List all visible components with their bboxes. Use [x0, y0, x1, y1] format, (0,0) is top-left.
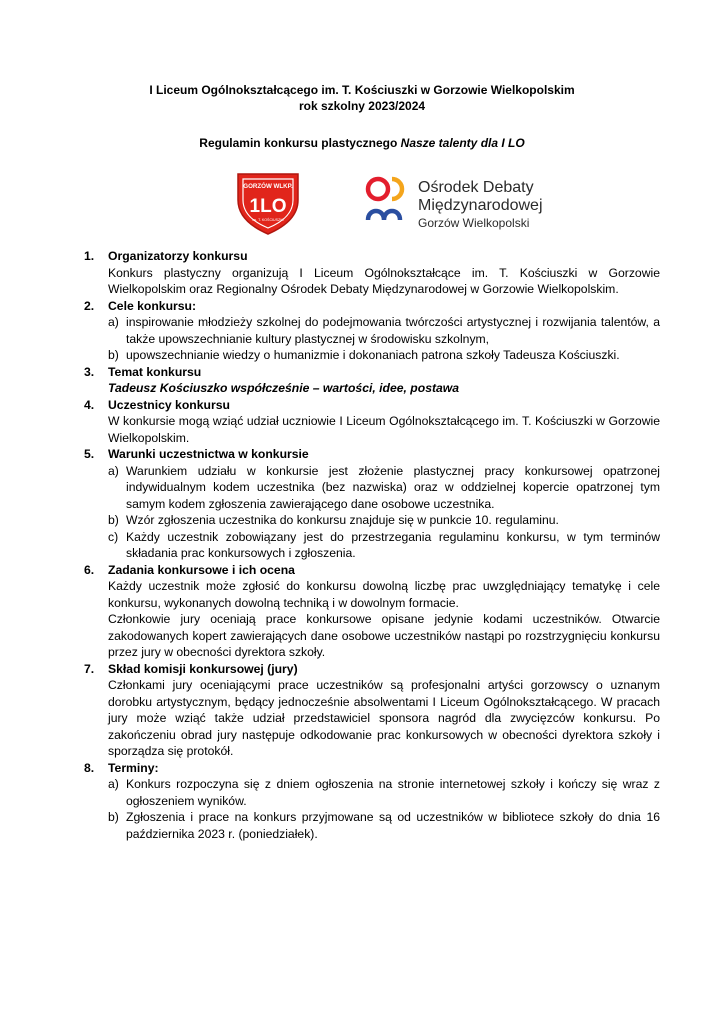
list-item-text: Zgłoszenia i prace na konkurs przyjmowane są od uczestników w bibliotece szkoły do dnia 16 października 2023 r. (poniedziałek).	[126, 810, 660, 841]
section-body: W konkursie mogą wziąć udział uczniowie I Liceum Ogólnokształcącego im. T. Kościuszki w Gorzowie Wielkopolskim.	[108, 414, 660, 445]
section-goals	[84, 298, 660, 364]
section-participants	[84, 397, 660, 447]
regulation-content	[84, 248, 660, 842]
section-organizers	[84, 248, 660, 298]
list-item-marker: a)	[108, 315, 119, 329]
section-number: 4.	[84, 397, 95, 412]
list-item-marker: c)	[108, 529, 119, 544]
shield-top-text: GORZÓW WLKP.	[243, 183, 293, 190]
section-deadlines	[84, 760, 660, 843]
list-item	[108, 529, 660, 562]
school-shield-logo	[232, 170, 304, 236]
contest-theme: Tadeusz Kościuszko współcześnie – wartości, idee, postawa	[108, 381, 460, 395]
odm-yellow-arc-icon	[392, 179, 402, 199]
list-item-text: Każdy uczestnik zobowiązany jest do przestrzegania regulaminu konkursu, w tym terminów składania prac konkursowych i zgłoszenia.	[126, 529, 660, 560]
section-tasks-evaluation	[84, 562, 660, 661]
shield-main-text: 1LO	[249, 196, 287, 217]
section-title: Zadania konkursowe i ich ocena	[108, 562, 295, 577]
logos-row	[0, 170, 724, 236]
section-title: Terminy:	[108, 760, 159, 775]
odm-city: Gorzów Wielkopolski	[418, 216, 530, 230]
list-item-marker: a)	[108, 777, 119, 791]
regulation-title-italic: Nasze talenty dla I LO	[400, 136, 525, 150]
section-title: Warunki uczestnictwa w konkursie	[108, 447, 309, 461]
section-conditions	[84, 446, 660, 562]
section-number: 6.	[84, 562, 95, 577]
list-item-marker: a)	[108, 463, 119, 478]
section-number: 7.	[84, 661, 95, 676]
section-number: 1.	[84, 249, 95, 263]
school-name-heading: I Liceum Ogólnokształcącego im. T. Kościuszki w Gorzowie Wielkopolskim	[149, 83, 575, 97]
list-item-marker: b)	[108, 348, 119, 362]
shield-bottom-text: im. T. KOŚCIUSZKI	[252, 218, 284, 222]
school-year-heading: rok szkolny 2023/2024	[298, 99, 426, 113]
odm-name-line1: Ośrodek Debaty	[418, 179, 534, 196]
list-item	[108, 463, 660, 513]
list-item-text: Konkurs rozpoczyna się z dniem ogłoszenia na stronie internetowej szkoły i kończy się wraz z ogłoszeniem wyników.	[126, 777, 660, 808]
odm-logo	[364, 174, 584, 230]
odm-blue-wave-icon	[368, 211, 400, 220]
list-item	[108, 809, 660, 842]
list-item	[108, 314, 660, 347]
section-number: 3.	[84, 364, 95, 379]
odm-name-line2: Międzynarodowej	[418, 197, 543, 214]
section-number: 5.	[84, 447, 95, 461]
list-item	[108, 776, 660, 809]
section-number: 2.	[84, 298, 95, 313]
section-body-continued: Członkowie jury oceniają prace konkursowe opisane jedynie kodami uczestników. Otwarcie zakodowanych kopert zawierających dane osobowe uczestników nastąpi po rozstrzygnięciu konkursu przez jury w obecności dyrektora szkoły.	[108, 612, 660, 659]
section-jury	[84, 661, 660, 760]
list-item-text: Wzór zgłoszenia uczestnika do konkursu znajduje się w punkcie 10. regulaminu.	[126, 513, 559, 527]
section-body: Konkurs plastyczny organizują I Liceum Ogólnokształcące im. T. Kościuszki w Gorzowie Wielkopolskim oraz Regionalny Ośrodek Debaty Międzynarodowej w Gorzowie Wielkopolskim.	[108, 265, 660, 296]
list-item-text: inspirowanie młodzieży szkolnej do podejmowania twórczości artystycznej i rozwijania talentów, a także upowszechnianie kultury plastycznej w środowisku szkolnym,	[126, 315, 660, 346]
list-item-text: upowszechnianie wiedzy o humanizmie i dokonaniach patrona szkoły Tadeusza Kościuszki.	[126, 348, 620, 362]
list-item	[108, 512, 660, 529]
section-title: Cele konkursu:	[108, 298, 197, 313]
list-item-marker: b)	[108, 513, 119, 527]
regulation-title	[0, 135, 724, 151]
section-body: Każdy uczestnik może zgłosić do konkursu dowolną liczbę prac uwzględniający tematykę i cele konkursu, wykonanych dowolną techniką i w dowolnym formacie.	[108, 579, 660, 610]
list-item-marker: b)	[108, 810, 119, 824]
section-title: Uczestnicy konkursu	[108, 397, 230, 412]
section-title: Skład komisji konkursowej (jury)	[108, 661, 298, 676]
regulation-title-prefix: Regulamin konkursu plastycznego	[199, 136, 401, 150]
section-title: Temat konkursu	[108, 364, 202, 379]
section-theme	[84, 364, 660, 397]
section-title: Organizatorzy konkursu	[108, 249, 248, 263]
list-item	[108, 347, 660, 364]
section-number: 8.	[84, 760, 95, 775]
list-item-text: Warunkiem udziału w konkursie jest złożenie plastycznej pracy konkursowej opatrzonej indywidualnym kodem uczestnika (bez nazwiska) oraz w oddzielnej kopercie opatrzonej tym samym kodem zgłoszenia zawierającego dane osobowe uczestnika.	[126, 463, 660, 511]
section-body: Członkami jury oceniającymi prace uczestników są profesjonalni artyści gorzowscy o uznanym dorobku artystycznym, będący jednocześnie absolwentami I Liceum Ogólnokształcącego. W pracach jury może wziąć także udział przedstawiciel sponsora nagród dla zwycięzców konkursu. Po zakończeniu obrad jury następuje odkodowanie prac konkursowych w obecności dyrektora szkoły i sporządza się protokół.	[108, 678, 660, 758]
odm-red-circle-icon	[368, 179, 388, 199]
